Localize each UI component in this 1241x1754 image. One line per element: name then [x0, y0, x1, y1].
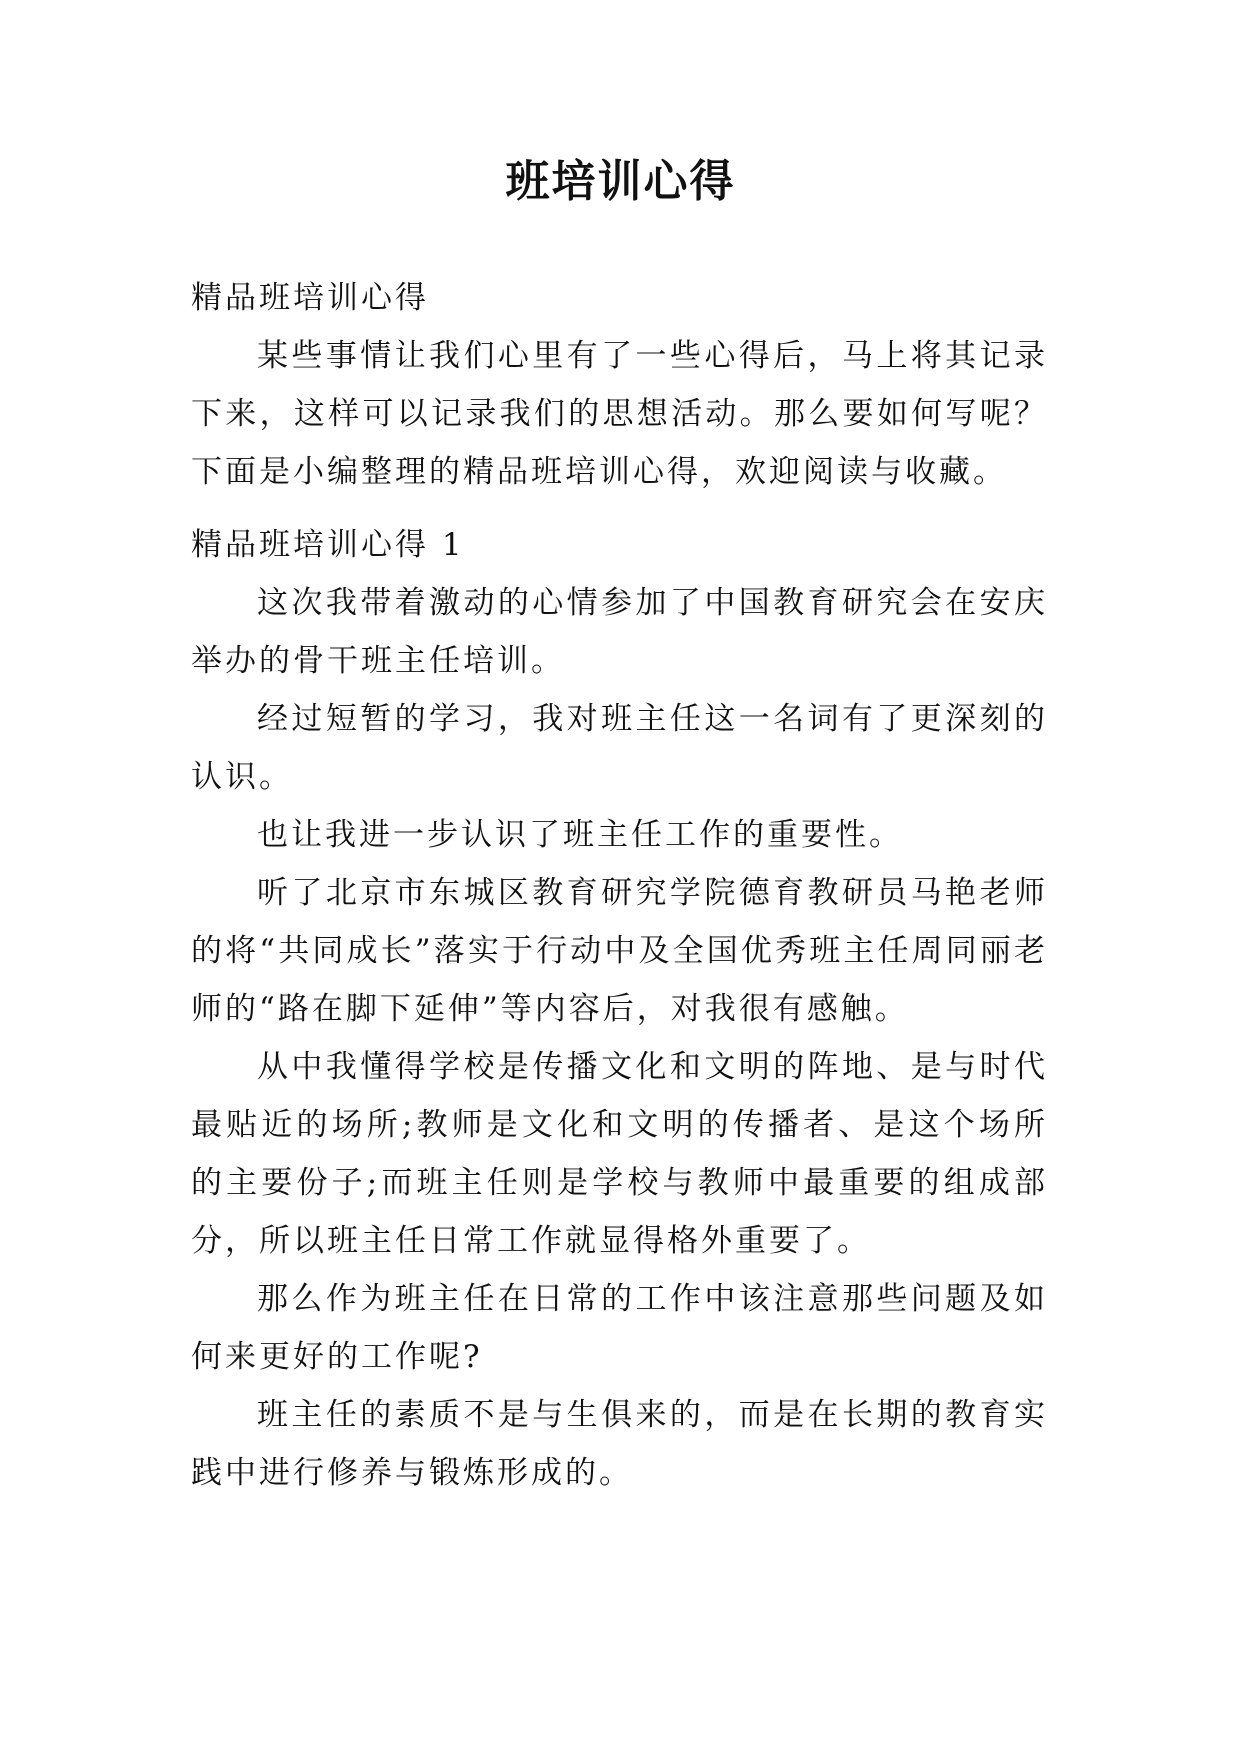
- section-1-paragraph-2: 经过短暂的学习，我对班主任这一名词有了更深刻的认识。: [191, 701, 1048, 795]
- section-1-paragraph-6: 那么作为班主任在日常的工作中该注意那些问题及如何来更好的工作呢?: [191, 1281, 1048, 1375]
- document-title: 班培训心得: [505, 156, 736, 207]
- intro-section: [191, 269, 1048, 501]
- intro-paragraph: 某些事情让我们心里有了一些心得后，马上将其记录下来，这样可以记录我们的思想活动。那么要如何写呢？下面是小编整理的精品班培训心得，欢迎阅读与收藏。: [191, 338, 1048, 490]
- section-1: [191, 516, 1048, 1502]
- intro-heading: 精品班培训心得: [191, 280, 429, 316]
- section-1-paragraph-3: 也让我进一步认识了班主任工作的重要性。: [257, 817, 903, 853]
- section-1-paragraph-5: 从中我懂得学校是传播文化和文明的阵地、是与时代最贴近的场所;教师是文化和文明的传播者、是这个场所的主要份子;而班主任则是学校与教师中最重要的组成部分，所以班主任日常工作就显得格外重要了。: [191, 1049, 1048, 1259]
- section-1-paragraph-7: 班主任的素质不是与生俱来的，而是在长期的教育实践中进行修养与锻炼形成的。: [191, 1397, 1048, 1491]
- section-1-paragraph-4: 听了北京市东城区教育研究学院德育教研员马艳老师的将“共同成长”落实于行动中及全国优秀班主任周同丽老师的“路在脚下延伸”等内容后，对我很有感触。: [191, 875, 1048, 1027]
- section-1-heading: 精品班培训心得 1: [191, 527, 465, 563]
- section-1-paragraph-1: 这次我带着激动的心情参加了中国教育研究会在安庆举办的骨干班主任培训。: [191, 585, 1048, 679]
